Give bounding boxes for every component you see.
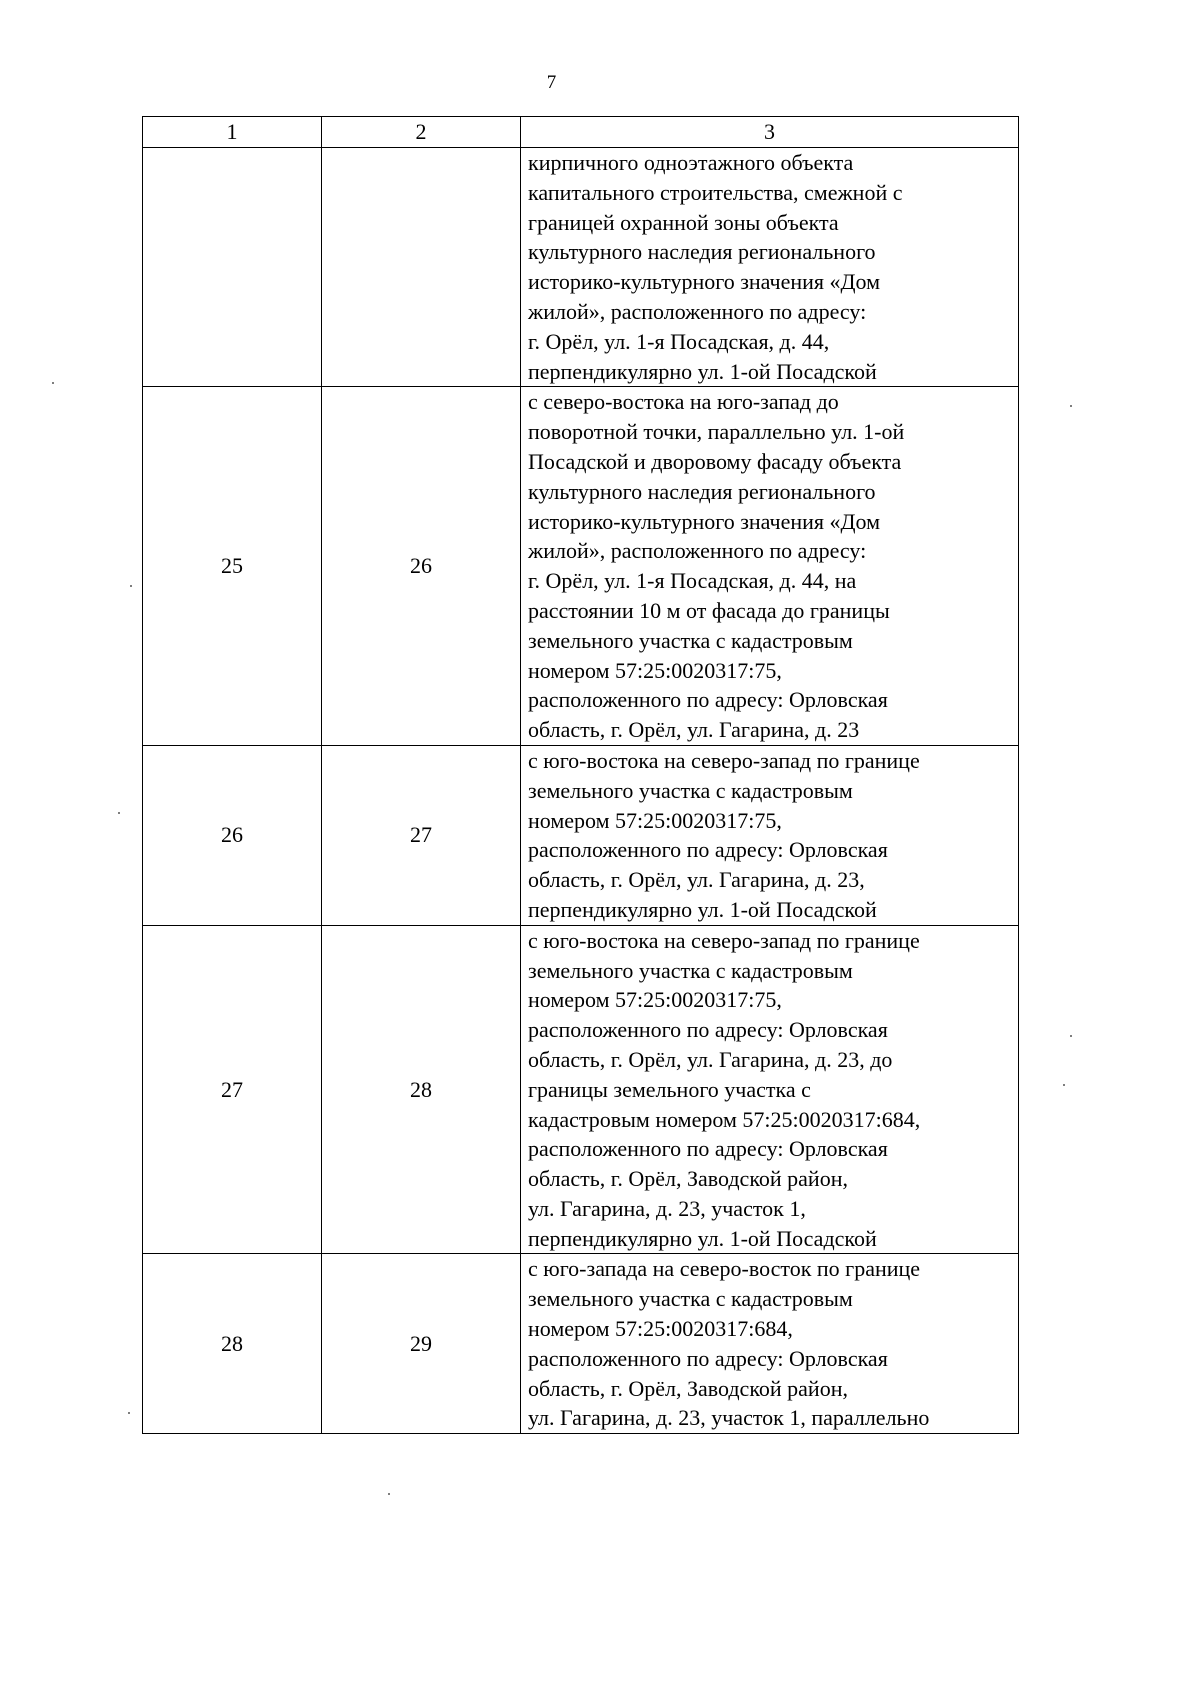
table-body [143, 148, 1019, 1434]
page-number: 7 [546, 72, 557, 93]
description-line: историко-культурного значения «Дом [528, 508, 881, 534]
column-header-2: 2 [322, 117, 521, 148]
table-row [143, 745, 1019, 925]
table-row [143, 148, 1019, 387]
boundary-table [142, 116, 1019, 1434]
scan-speck [130, 585, 132, 587]
scan-speck [1070, 1035, 1072, 1037]
description-line: расположенного по адресу: Орловская [528, 1136, 888, 1162]
description-line: Посадской и дворовому фасаду объекта [528, 448, 902, 474]
description-line: область, г. Орёл, ул. Гагарина, д. 23, до [528, 1046, 893, 1072]
description-line: земельного участка с кадастровым [528, 957, 853, 983]
description-line: жилой», расположенного по адресу: [528, 538, 867, 564]
boundary-description-cell [521, 1254, 1019, 1434]
table-row [143, 925, 1019, 1254]
description-line: область, г. Орёл, ул. Гагарина, д. 23 [528, 717, 860, 743]
point-to-cell [322, 148, 521, 387]
description-line: г. Орёл, ул. 1-я Посадская, д. 44, [528, 328, 830, 354]
description-line: поворотной точки, параллельно ул. 1-ой [528, 419, 905, 445]
description-line: область, г. Орёл, ул. Гагарина, д. 23, [528, 867, 865, 893]
description-line: г. Орёл, ул. 1-я Посадская, д. 44, на [528, 568, 857, 594]
table-header-row [143, 117, 1019, 148]
description-line: кирпичного одноэтажного объекта [528, 150, 854, 175]
description-line: границей охранной зоны объекта [528, 209, 839, 235]
description-line: расстоянии 10 м от фасада до границы [528, 597, 890, 623]
point-from-cell: 25 [143, 387, 322, 746]
point-from-cell: 27 [143, 925, 322, 1254]
description-line: расположенного по адресу: Орловская [528, 837, 888, 863]
scan-speck [52, 382, 54, 384]
point-to-cell: 28 [322, 925, 521, 1254]
table-row [143, 1254, 1019, 1434]
description-line: жилой», расположенного по адресу: [528, 298, 867, 324]
scan-speck [388, 1493, 390, 1495]
description-line: земельного участка с кадастровым [528, 1286, 853, 1312]
description-line: номером 57:25:0020317:684, [528, 1316, 793, 1342]
point-from-cell [143, 148, 322, 387]
point-to-cell: 26 [322, 387, 521, 746]
column-header-3: 3 [521, 117, 1019, 148]
description-line: расположенного по адресу: Орловская [528, 1345, 888, 1371]
description-line: с юго-востока на северо-запад по границе [528, 927, 920, 953]
description-line: область, г. Орёл, Заводской район, [528, 1375, 848, 1401]
description-line: земельного участка с кадастровым [528, 627, 853, 653]
boundary-description-cell [521, 745, 1019, 925]
description-line: перпендикулярно ул. 1-ой Посадской [528, 896, 877, 922]
table-row [143, 387, 1019, 746]
boundary-description-cell [521, 387, 1019, 746]
description-line: границы земельного участка с [528, 1076, 811, 1102]
point-to-cell: 29 [322, 1254, 521, 1434]
description-line: область, г. Орёл, Заводской район, [528, 1166, 848, 1192]
scan-speck [1063, 1084, 1065, 1086]
description-line: с северо-востока на юго-запад до [528, 389, 839, 415]
description-line: расположенного по адресу: Орловская [528, 687, 888, 713]
point-from-cell: 28 [143, 1254, 322, 1434]
description-line: с юго-запада на северо-восток по границе [528, 1256, 921, 1282]
description-line: ул. Гагарина, д. 23, участок 1, [528, 1195, 806, 1221]
description-line: культурного наследия регионального [528, 478, 876, 504]
description-line: ул. Гагарина, д. 23, участок 1, параллельно [528, 1405, 930, 1431]
point-from-cell: 26 [143, 745, 322, 925]
boundary-description-cell [521, 925, 1019, 1254]
column-header-1: 1 [143, 117, 322, 148]
scan-speck [128, 1412, 130, 1414]
description-line: перпендикулярно ул. 1-ой Посадской [528, 1225, 877, 1251]
description-line: с юго-востока на северо-запад по границе [528, 747, 920, 773]
description-line: перпендикулярно ул. 1-ой Посадской [528, 358, 877, 384]
description-line: расположенного по адресу: Орловская [528, 1017, 888, 1043]
description-line: капитального строительства, смежной с [528, 179, 903, 205]
description-line: земельного участка с кадастровым [528, 777, 853, 803]
description-line: номером 57:25:0020317:75, [528, 987, 782, 1013]
description-line: номером 57:25:0020317:75, [528, 657, 782, 683]
description-line: номером 57:25:0020317:75, [528, 807, 782, 833]
description-line: кадастровым номером 57:25:0020317:684, [528, 1106, 921, 1132]
boundary-description-cell [521, 148, 1019, 387]
description-line: историко-культурного значения «Дом [528, 269, 881, 295]
scan-speck [118, 812, 120, 814]
scan-speck [1070, 405, 1072, 407]
table-header [143, 117, 1019, 148]
description-line: культурного наследия регионального [528, 239, 876, 265]
point-to-cell: 27 [322, 745, 521, 925]
